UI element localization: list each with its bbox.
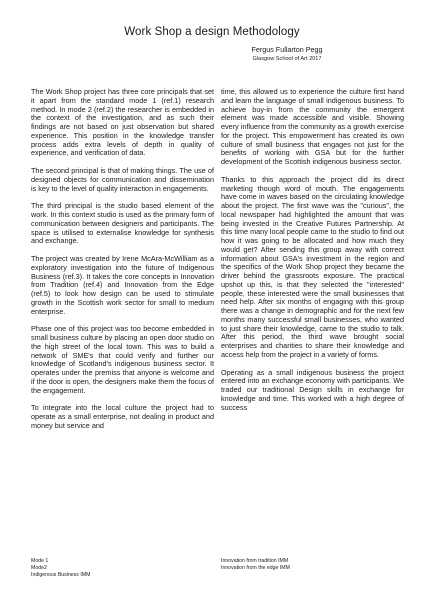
author-affiliation: Glasgow School of Art 2017 <box>252 56 322 62</box>
footnote: Innovation from tradition IMM <box>221 558 289 564</box>
author-name: Fergus Fullarton Pegg <box>251 45 323 54</box>
paragraph: The second principal is that of making things. The use of designed objects for communication and dissemination is key to the level of quality interaction in engagements. <box>31 166 214 193</box>
footer-references-left <box>31 558 90 580</box>
paragraph: Thanks to this approach the project did its direct marketing though word of mouth. The engagements have come in waves based on the circulating knowledge about the project. The first wave was the "curious", the local newspaper had highlighted the amount that was being invested in the Creative Futures Partnership. At this time many local people came to the studio to find out how it was going to be allocated and how much they would get? After sending this group away with correct information about GSA's investment in the region and the specifics of the Work Shop project they became the driver behind the grassroots exposure. The practical upshot up this, is that they selected the "interested" people, these interested were the small businesses that need help. After six months of engaging with this group there was a change in demographic and for the next few months many successful small businesses, who wanted to just share their knowledge, came to the studio to talk. After this period, the third wave brought social enterprises and charities to share their knowledge and access help from the project in a variety of forms. <box>221 174 404 359</box>
footnote: Indigenous Business IMM <box>31 572 91 579</box>
footnote: Mode2 <box>31 565 47 572</box>
paragraph: time, this allowed us to experience the culture first hand and learn the language of small indigenous business. To achieve buy-in from the community the emergent element was made accessible and visible. Showing every influence from the community as a growth exercise for the project. This empowerment has created its own culture of small business that engages not just for the benefits of working with GSA but for the further development of the Scottish indigenous business sector. <box>221 87 404 166</box>
left-column <box>31 88 214 440</box>
paragraph: Phase one of this project was too become embedded in small business culture by placing an open door studio on the high street of the local town. This was to build a network of SME's that could verify and further our knowledge of Scotland's indigenous business sector. It operates under the premiss that anyone is welcome and if the door is open, the designers make them the focus of the engagement. <box>31 324 214 395</box>
right-column <box>221 88 404 421</box>
paper-title: Work Shop a design Methodology <box>124 26 300 38</box>
paragraph: The third principal is the studio based element of the work. In this context studio is used as the primary form of communication between designers and participants. The space is utilised to externalise knowledge for synthesis and exchange. <box>31 201 214 246</box>
footnote: Mode 1 <box>31 558 49 564</box>
paragraph: Operating as a small indigenous business the project entered into an exchange economy with participants. We traded our traditional Design skills in exchange for knowledge and time. This worked with a high degree of success <box>221 367 404 412</box>
paragraph: The Work Shop project has three core principals that set it apart from the standard mode 1 (ref.1) research method. In mode 2 (ref.2) the researcher is embedded in the context of the investigation, and as such their findings are not based on just observation but shared experience. This position in the knowledge transfer process adds extra levels of depth in quality of experience, and verification of data. <box>31 87 214 158</box>
footnote: Innovation from the edge IMM <box>221 565 290 572</box>
footer-references-right <box>221 558 290 572</box>
paragraph: The project was created by Irene McAra-McWilliam as a exploratory investigation into the future of Indigenous Business (ref.3). It takes the core concepts in Innovation from Tradition (ref.4) and Innovation from the Edge (ref.5) to look how design can be used to stimulate growth in the Scottish work sector for small to medium enterprise. <box>31 254 214 316</box>
paragraph: To integrate into the local culture the project had to operate as a small enterprise, not dealing in product and money but service and <box>31 403 214 430</box>
